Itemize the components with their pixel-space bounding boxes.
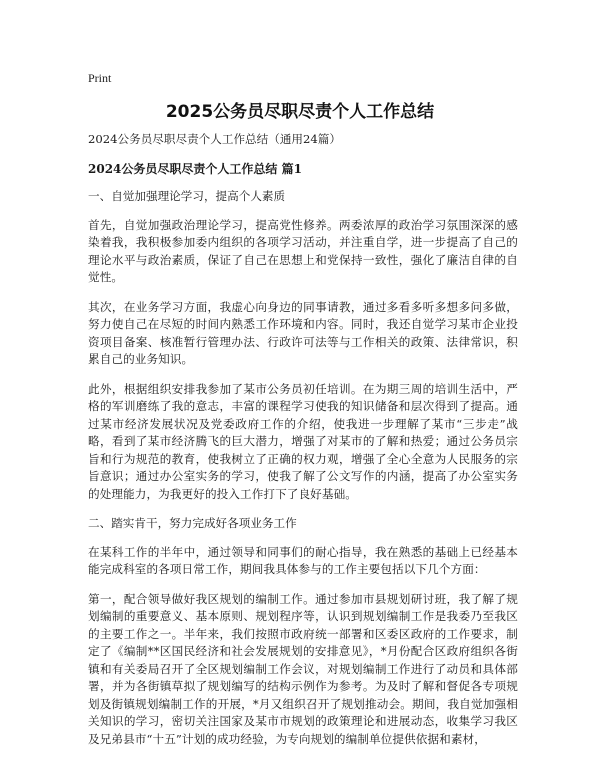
section-heading: 2024公务员尽职尽责个人工作总结 篇1	[88, 161, 302, 176]
document-body	[88, 131, 518, 760]
heading-study: 一、自觉加强理论学习，提高个人素质	[88, 189, 286, 203]
paragraph-training: 此外，根据组织安排我参加了某市公务员初任培训。在为期三周的培训生活中，严格的军训磨练了我的意志，丰富的课程学习使我的知识储备和层次得到了提高。通过某市经济发展状况及党委政府工作的介绍，使我进一步理解了某市“三步走”战略，看到了某市经济腾飞的巨大潜力，增强了对某市的了解和热爱；通过公务员宗旨和行为规范的教育，使我树立了正确的权力观，增强了全心全意为人民服务的宗旨意识；通过办公室实务的学习，使我了解了公文写作的内涵，提高了办公室实务的处理能力，为我更好的投入工作打下了良好基础。	[88, 381, 518, 501]
paragraph-planning: 第一，配合领导做好我区规划的编制工作。通过参加市县规划研讨班，我了解了规划编制的重要意义、基本原则、规划程序等，认识到规划编制工作是我委乃至我区的主要工作之一。半年来，我们按照市政府统一部署和区委区政府的工作要求，制定了《编制**区国民经济和社会发展规划的安排意见》，*月份配合区政府组织各街镇和有关委局召开了全区规划编制工作会议，对规划编制工作进行了动员和具体部署，并为各街镇草拟了规划编写的结构示例作为参考。为及时了解和督促各专项规划及街镇规划编制工作的开展，*月又组织召开了规划推动会。期间，我自觉加强相关知识的学习，密切关注国家及某市市规划的政策理论和进展动态，收集学习我区及兄弟县市“十五”计划的成功经验，为专向规划的编制单位提供依据和素材，	[88, 591, 518, 746]
print-link[interactable]: Print	[88, 71, 112, 85]
paragraph-political-study: 首先，自觉加强政治理论学习，提高党性修养。两委浓厚的政治学习氛围深深的感染着我，我积极参加委内组织的各项学习活动，并注重自学，进一步提高了自己的理论水平与政治素质，保证了自己在思想上和党保持一致性，强化了廉洁自律的自觉性。	[88, 217, 518, 284]
page-title: 2025公务员尽职尽责个人工作总结	[165, 102, 435, 122]
paragraph-business-study: 其次，在业务学习方面，我虚心向身边的同事请教，通过多看多听多想多问多做，努力使自己在尽短的时间内熟悉工作环境和内容。同时，我还自觉学习某市企业投资项目备案、核准暂行管理办法、行政许可法等与工作相关的政策、法律常识，积累自己的业务知识。	[88, 299, 518, 366]
paragraph-work-intro: 在某科工作的半年中，通过领导和同事们的耐心指导，我在熟悉的基础上已经基本能完成科室的各项日常工作，期间我具体参与的工作主要包括以下几个方面：	[88, 544, 518, 576]
heading-work: 二、踏实肯干，努力完成好各项业务工作	[88, 516, 297, 530]
document-subtitle: 2024公务员尽职尽责个人工作总结（通用24篇）	[88, 132, 341, 146]
